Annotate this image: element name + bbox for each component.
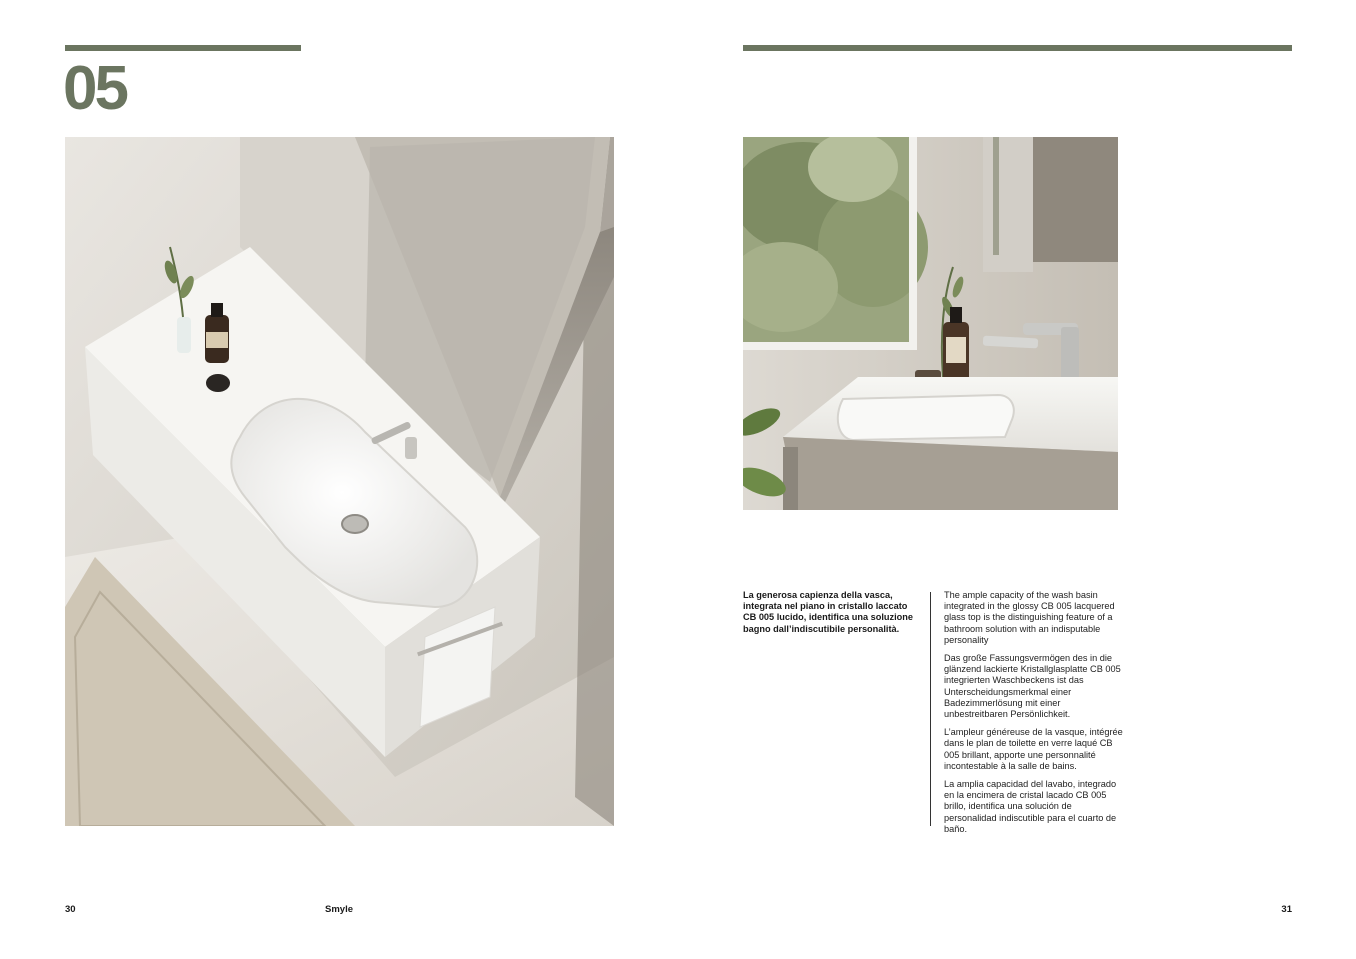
caption-german: Das große Fassungsvermögen des in die glänzend lackierte Kristallglasplatte CB 005 integrierten Waschbeckens ist das Unterscheidungsmerkmal einer Badezimmerlösung mit einer unbestreitbaren Persönlichkeit. bbox=[944, 653, 1121, 720]
brand-name: Smyle bbox=[325, 904, 353, 915]
caption-spanish: La amplia capacidad del lavabo, integrado en la encimera de cristal lacado CB 005 brillo, identifica una solución de personalidad indiscutible para el cuarto de baño. bbox=[944, 779, 1117, 834]
vanity-top-view-photo bbox=[65, 137, 614, 826]
caption-divider bbox=[930, 592, 931, 826]
caption-english: The ample capacity of the wash basin integrated in the glossy CB 005 lacquered glass top is the distinguishing feature of a bathroom solution with an indisputable personality bbox=[944, 590, 1115, 645]
section-number: 05 bbox=[63, 54, 126, 123]
caption-translations bbox=[944, 590, 1124, 842]
caption-french: L’ampleur généreuse de la vasque, intégrée dans le plan de toilette en verre laqué CB 005 brillant, apporte une personnalité incontestable à la salle de bains. bbox=[944, 727, 1123, 771]
page-number-right: 31 bbox=[1281, 904, 1292, 915]
caption-italian: La generosa capienza della vasca, integrata nel piano in cristallo laccato CB 005 lucido, identifica una soluzione bagno dall’indiscutibile personalità. bbox=[743, 590, 913, 634]
page-number-left: 30 bbox=[65, 904, 76, 915]
accent-bar-right bbox=[743, 45, 1292, 51]
washbasin-detail-photo bbox=[743, 137, 1118, 510]
accent-bar-left bbox=[65, 45, 301, 51]
